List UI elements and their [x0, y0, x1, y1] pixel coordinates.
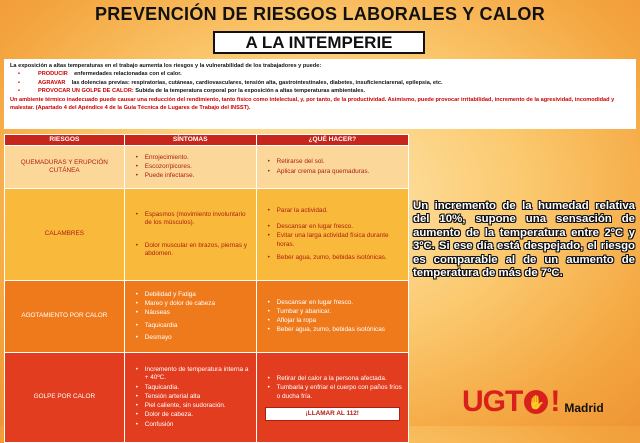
symptom-item: • Piel caliente, sin sudoración.	[139, 402, 252, 410]
action-item: • Retirar del calor a la persona afectada.	[271, 375, 404, 383]
intro-bullet	[10, 87, 630, 95]
intro-text-provocar: Subida de la temperatura corporal por la exposición a altas temperaturas ambientales.	[135, 88, 366, 95]
symptom-item: • Desmayo	[139, 334, 252, 342]
risk-table	[4, 134, 409, 443]
symptom-item: • Puede infectarse.	[139, 172, 252, 180]
symptom-item: • Espasmos (movimiento involuntario de los músculos).	[139, 211, 252, 227]
symptom-item: • Náuseas	[139, 309, 252, 317]
symptom-item: • Incremento de temperatura interna a + 40ºC.	[139, 366, 252, 382]
logo-bang: !	[550, 385, 561, 418]
table-row	[5, 189, 409, 281]
bullet-icon: •	[18, 79, 20, 86]
intro-box	[4, 59, 636, 129]
emergency-call-label: ¡LLAMAR AL 112!	[265, 407, 400, 421]
symptom-item: • Escozor/picores.	[139, 163, 252, 171]
logo-brand: UGT	[462, 385, 523, 418]
intro-text-producir: enfermedades relacionadas con el calor.	[74, 71, 182, 78]
intro-key-producir: PRODUCIR	[38, 71, 68, 78]
symptom-item: • Tensión arterial alta	[139, 393, 252, 401]
intro-key-provocar: PROVOCAR UN GOLPE DE CALOR:	[38, 88, 134, 95]
action-item: • Descansar en lugar fresco.	[271, 223, 404, 231]
action-item: • Retirarse del sol.	[271, 158, 404, 166]
header-riesgos: RIESGOS	[5, 135, 125, 146]
symptom-item: • Taquicardia.	[139, 384, 252, 392]
table-row	[5, 146, 409, 189]
page-subtitle: A LA INTEMPERIE	[213, 31, 425, 54]
header-sintomas: SÍNTOMAS	[124, 135, 256, 146]
symptom-item: • Confusión	[139, 421, 252, 429]
action-item: • Descansar en lugar fresco.	[271, 299, 404, 307]
action-item: • Tumbar y abanicar.	[271, 308, 404, 316]
symptom-item: • Mareo y dolor de cabeza	[139, 300, 252, 308]
bullet-icon: •	[18, 71, 20, 78]
action-item: • Beber agua, zumo, bebidas isotónicas	[271, 326, 404, 334]
action-item: • Parar la actividad.	[271, 207, 404, 215]
intro-bullet	[10, 70, 630, 78]
humidity-note: Un incremento de la humedad relativa del 10%, supone una sensación de aumento de la temperatura entre 2ºC y 3ºC. Si ese día está despejado, el riesgo es comparable al de un aumento de temperatura de más de 7ºC.	[413, 200, 635, 280]
symptom-item: • Taquicardia	[139, 322, 252, 330]
action-item: • Aflojar la ropa	[271, 317, 404, 325]
risk-name: CALAMBRES	[5, 189, 125, 281]
page-title: PREVENCIÓN DE RIESGOS LABORALES Y CALOR	[94, 4, 546, 24]
risk-name: AGOTAMIENTO POR CALOR	[5, 281, 125, 353]
ugt-madrid-logo	[462, 377, 632, 417]
handshake-icon: ✋	[524, 390, 548, 414]
header-que-hacer: ¿QUÉ HACER?	[256, 135, 408, 146]
intro-lead: La exposición a altas temperaturas en el trabajo aumenta los riesgos y la vulnerabilidad de los trabajadores y puede:	[10, 63, 322, 69]
table-row	[5, 353, 409, 443]
action-item: • Aplicar crema para quemaduras.	[271, 168, 404, 176]
intro-bullet	[10, 79, 630, 87]
intro-key-agravar: AGRAVAR	[38, 79, 66, 86]
intro-note: Un ambiente térmico inadecuado puede causar una reducción del rendimiento, tanto físico como intelectual, y, por tanto, de la productividad. Asimismo, puede provocar irritabilidad, incremento de la agresividad, incomodidad y malestar. (Apartado 4 del Apéndice 4 de la Guía Técnica de Lugares de Trabajo del INSST).	[10, 96, 615, 112]
symptom-item: • Debilidad y Fatiga	[139, 291, 252, 299]
table-row	[5, 281, 409, 353]
action-item: • Tumbarla y enfriar el cuerpo con paños fríos o ducha fría.	[271, 384, 404, 400]
logo-region: Madrid	[564, 401, 604, 415]
symptom-item: • Dolor muscular en brazos, piernas y abdomen.	[139, 242, 252, 258]
risk-name: QUEMADURAS Y ERUPCIÓN CUTÁNEA	[5, 146, 125, 189]
action-item: • Beber agua, zumo, bebidas isotónicas.	[271, 254, 404, 262]
symptom-item: • Enrojecimiento.	[139, 154, 252, 162]
action-item: • Evitar una larga actividad física durante horas.	[271, 232, 404, 248]
intro-text-agravar: las dolencias previas: respiratorias, cutáneas, cardiovasculares, tensión alta, gastrointestinales, diabetes, insuficienciarenal, epilepsia, etc.	[71, 79, 443, 86]
bullet-icon: •	[18, 88, 20, 95]
symptom-item: • Dolor de cabeza.	[139, 411, 252, 419]
risk-name: GOLPE POR CALOR	[5, 353, 125, 443]
